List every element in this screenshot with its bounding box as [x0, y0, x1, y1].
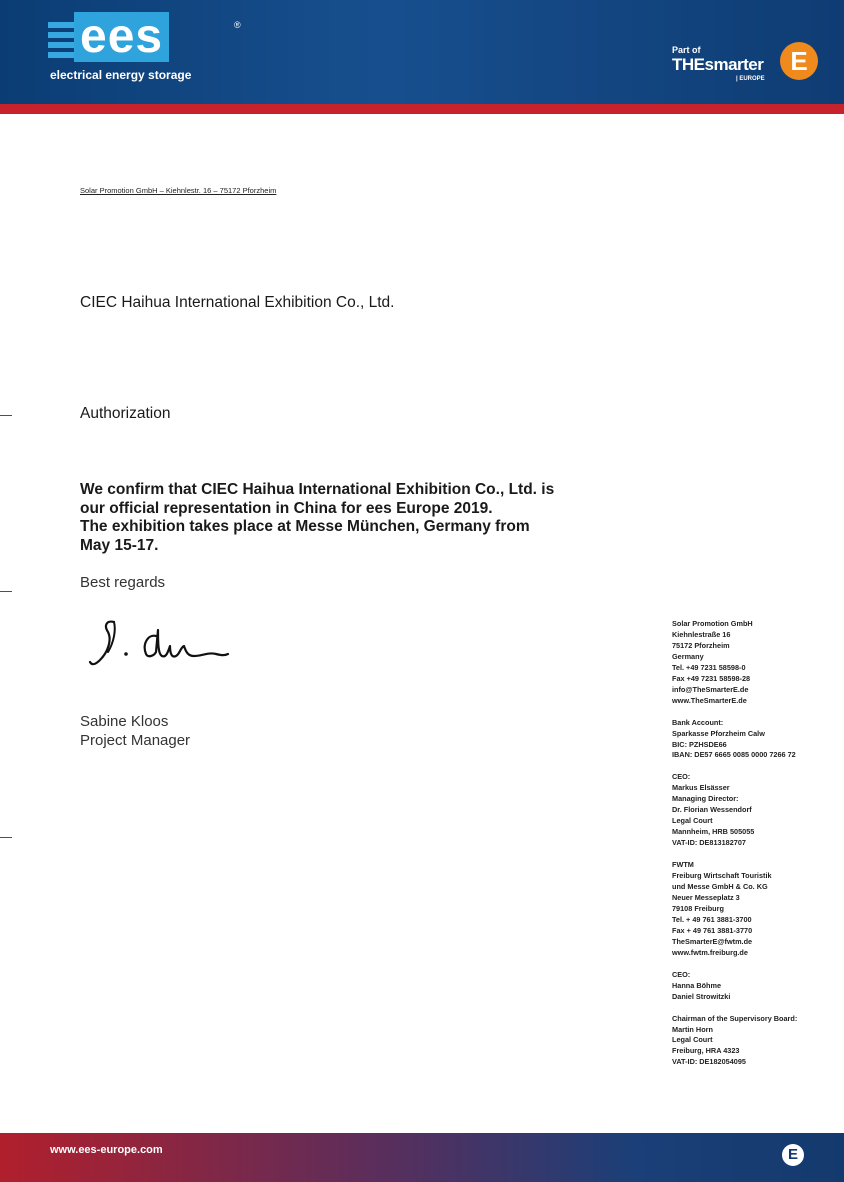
company-info-sidebar: [672, 619, 832, 1079]
logo-wordmark: ees: [74, 12, 169, 62]
sidebar-line: BIC: PZHSDE66: [672, 739, 727, 749]
logo-tagline: electrical energy storage: [50, 68, 192, 82]
bank-account-block: [672, 718, 832, 762]
e-badge-icon: E: [780, 42, 818, 80]
sidebar-line: Legal Court: [672, 816, 713, 826]
thesmarter-wordmark: THEsmarter: [672, 55, 764, 74]
body-line: our official representation in China for ees Europe 2019.: [80, 499, 493, 517]
fwtm-block: [672, 860, 832, 959]
sidebar-line: Neuer Messeplatz 3: [672, 892, 740, 902]
sidebar-line: IBAN: DE57 6665 0085 0000 7266 72: [672, 750, 796, 760]
sidebar-line: Chairman of the Supervisory Board:: [672, 1013, 798, 1023]
sidebar-line: Tel. + 49 761 3881-3700: [672, 914, 752, 924]
letter-body: [80, 481, 600, 555]
letter-subject: Authorization: [80, 405, 171, 422]
sidebar-line: VAT-ID: DE813182707: [672, 838, 746, 848]
signer-title: Project Manager: [80, 731, 191, 749]
sidebar-line: Dr. Florian Wessendorf: [672, 805, 752, 815]
sidebar-line: Tel. +49 7231 58598-0: [672, 662, 746, 672]
sidebar-line: FWTM: [672, 860, 694, 870]
sidebar-line: CEO:: [672, 772, 691, 782]
recipient-name: CIEC Haihua International Exhibition Co., Ltd.: [80, 294, 395, 311]
letter-footer: [0, 1133, 844, 1182]
sidebar-line: Markus Elsässer: [672, 783, 730, 793]
fold-mark: [0, 415, 12, 416]
sidebar-line: Mannheim, HRB 505055: [672, 827, 755, 837]
e-badge-icon: E: [782, 1144, 804, 1166]
letterhead-banner: [0, 0, 844, 104]
sidebar-line: Freiburg, HRA 4323: [672, 1046, 740, 1056]
thesmartere-logo: [672, 40, 822, 86]
sidebar-line: Freiburg Wirtschaft Touristik: [672, 871, 772, 881]
supervisory-board-block: [672, 1014, 832, 1069]
company-address-block: [672, 619, 832, 707]
header-red-stripe: [0, 104, 844, 114]
sidebar-line: TheSmarterE@fwtm.de: [672, 936, 753, 946]
sidebar-line: Daniel Strowitzki: [672, 991, 731, 1001]
sidebar-line: Managing Director:: [672, 794, 739, 804]
sidebar-line: www.fwtm.freiburg.de: [672, 947, 748, 957]
sidebar-line: www.TheSmarterE.de: [672, 695, 747, 705]
sidebar-line: Bank Account:: [672, 717, 724, 727]
sidebar-line: Fax + 49 761 3881-3770: [672, 925, 753, 935]
body-line: May 15-17.: [80, 536, 159, 554]
management-block: [672, 772, 832, 849]
registered-mark: ®: [234, 20, 241, 30]
sidebar-line: Legal Court: [672, 1035, 713, 1045]
ees-logo: [48, 10, 241, 88]
fold-mark: [0, 837, 12, 838]
europe-label: | EUROPE: [736, 76, 765, 82]
footer-website-link[interactable]: www.ees-europe.com: [50, 1144, 163, 1156]
sidebar-line: CEO:: [672, 969, 691, 979]
sidebar-line: Solar Promotion GmbH: [672, 619, 753, 628]
sender-address-line: Solar Promotion GmbH – Kiehnlestr. 16 – 75172 Pforzheim: [80, 186, 277, 195]
body-line: We confirm that CIEC Haihua International Exhibition Co., Ltd. is: [80, 481, 555, 498]
handwritten-signature: [86, 612, 236, 674]
signer-name: Sabine Kloos: [80, 713, 169, 730]
sidebar-line: Fax +49 7231 58598-28: [672, 673, 751, 683]
fwtm-ceo-block: [672, 970, 832, 1003]
body-line: The exhibition takes place at Messe München, Germany from: [80, 518, 530, 535]
sidebar-line: Sparkasse Pforzheim Calw: [672, 728, 765, 738]
closing-phrase: Best regards: [80, 574, 166, 591]
signer-block: [80, 713, 190, 750]
partof-label: Part of: [672, 45, 701, 55]
sidebar-line: info@TheSmarterE.de: [672, 684, 749, 694]
sidebar-line: Germany: [672, 651, 704, 661]
sidebar-line: Martin Horn: [672, 1024, 713, 1034]
sidebar-line: 79108 Freiburg: [672, 903, 724, 913]
sidebar-line: Hanna Böhme: [672, 980, 722, 990]
sidebar-line: VAT-ID: DE182054095: [672, 1057, 746, 1067]
sidebar-line: 75172 Pforzheim: [672, 640, 730, 650]
sidebar-line: und Messe GmbH & Co. KG: [672, 882, 768, 892]
sidebar-line: Kiehnlestraße 16: [672, 629, 731, 639]
fold-mark: [0, 591, 12, 592]
